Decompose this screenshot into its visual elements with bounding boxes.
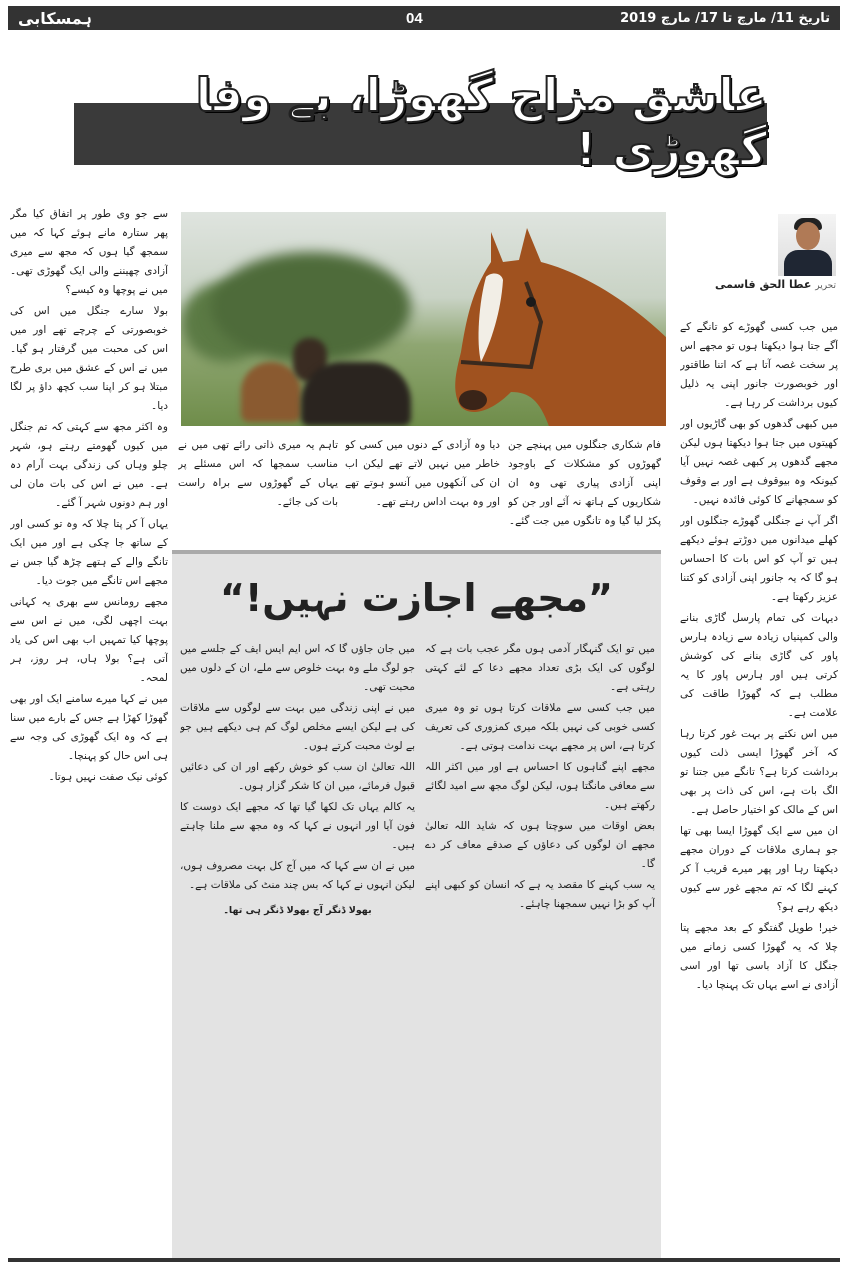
paragraph: مجھے اپنے گناہوں کا احساس ہے اور میں اکثر اللہ سے معافی مانگتا ہوں، لیکن لوگ مجھ سے امید لگائے رکھتے ہیں۔ <box>425 761 655 811</box>
horse-muzzle <box>459 390 487 410</box>
paragraph: یہ کالم یہاں تک لکھا گیا تھا کہ مجھے ایک دوست کا فون آیا اور انہوں نے کہا کہ وہ مجھ سے ملنا چاہتے ہیں۔ <box>180 801 415 851</box>
headline: عاشق مزاج گھوڑا، بے وفا گھوڑی ! <box>195 68 767 176</box>
column-far-right <box>680 318 838 1253</box>
paragraph: میں اس نکتے پر بہت غور کرتا رہا کہ آخر گھوڑا ایسی ذلت کیوں برداشت کرتا ہے؟ تانگے میں جتنا تو الگ بات ہے، اس کی ذات پر بھی اس کے مالک کو اختیار حاصل ہے۔ <box>680 728 838 816</box>
sub-article-heading: ”مجھے اجازت نہیں!“ <box>220 576 613 620</box>
page-bottom-rule <box>8 1258 840 1262</box>
column-left <box>10 205 168 1253</box>
paragraph: اللہ تعالیٰ ان سب کو خوش رکھے اور ان کی دعائیں قبول فرمائے، میں ان کا شکر گزار ہوں۔ <box>180 761 415 792</box>
paragraph: یہاں آ کر پتا چلا کہ وہ تو کسی اور کے ساتھ جا چکی ہے اور میں ایک تانگے والے کے ہتھے چڑھ گیا جس نے مجھے اس تانگے میں جوت دیا۔ <box>10 518 168 587</box>
column-mid-top-2 <box>345 436 500 548</box>
paragraph: میں کبھی گدھوں کو بھی گاڑیوں اور کھیتوں میں جتا ہوا دیکھتا ہوں لیکن مجھے گدھوں پر کبھی غصہ نہیں آیا کیونکہ وہ بیوقوف ہے اور بے وقوف کو سمجھانے کا کوئی فائدہ نہیں۔ <box>680 418 838 506</box>
paragraph: میں نے ان سے کہا کہ میں آج کل بہت مصروف ہوں، لیکن انہوں نے کہا کہ بس چند منٹ کی ملاقات ہے۔ <box>180 860 415 891</box>
column-mid-top-3 <box>178 436 338 548</box>
author-photo <box>778 214 836 276</box>
horse-eye <box>526 297 536 307</box>
author-name: عطا الحق قاسمی <box>714 278 812 291</box>
paragraph: میں نے کہا میرے سامنے ایک اور بھی گھوڑا کھڑا ہے جس کے بارے میں سنا ہے کہ وہ ایک گھوڑی کی وجہ سے ہی اس حال کو پہنچا۔ <box>10 693 168 762</box>
author-byline <box>696 278 836 291</box>
author-face <box>796 222 820 250</box>
column-sub-left <box>180 640 415 1252</box>
horse-photo <box>181 212 666 426</box>
column-sub-right <box>425 640 655 1252</box>
paragraph: تاہم یہ میری ذاتی رائے تھی میں نے مناسب سمجھا کہ اس مسئلے پر یہاں کے گھوڑوں سے براہ راست بات کی جائے۔ <box>178 439 338 508</box>
photo-horse-background-dark <box>301 362 411 426</box>
paragraph: میں نے اپنی زندگی میں بہت سے لوگوں سے ملاقات کی ہے لیکن ایسے مخلص لوگ کم ہی دیکھے ہیں جو بے لوث محبت کرتے ہوں۔ <box>180 702 415 752</box>
paragraph: مجھے رومانس سے بھری یہ کہانی بہت اچھی لگی، میں نے اس سے پوچھا کیا تمہیں اب بھی اس کی یاد آتی ہے؟ بولا ہاں، ہر روز، ہر لمحہ۔ <box>10 596 168 684</box>
paragraph: بولا سارے جنگل میں اس کی خوبصورتی کے چرچے تھے اور میں اس کی محبت میں گرفتار ہو گیا۔ میں نے اس کے عشق میں بری طرح مبتلا ہو کر اپنا سب کچھ داؤ پر لگا دیا۔ <box>10 305 168 412</box>
paragraph: دیا وہ آزادی کے دنوں میں کسی کو خاطر میں نہیں لاتے تھے لیکن اب ان کی آنکھوں میں آنسو ہوتے تھے اور وہ بہت اداس رہتے تھے۔ <box>345 439 500 508</box>
paragraph: میں جب کسی سے ملاقات کرتا ہوں تو وہ میری کسی خوبی کی نہیں بلکہ میری کمزوری کی تعریف کرتا ہے، اس پر مجھے بہت ندامت ہوتی ہے۔ <box>425 702 655 752</box>
paragraph: بعض اوقات میں سوچتا ہوں کہ شاید اللہ تعالیٰ مجھے ان لوگوں کی دعاؤں کے صدقے معاف کر دے گا۔ <box>425 820 655 870</box>
issue-date: تاریخ 11/ مارچ تا 17/ مارچ 2019 <box>620 10 830 26</box>
paragraph: وہ اکثر مجھ سے کہتی کہ تم جنگل میں کیوں گھومتے رہتے ہو، شہر چلو وہاں کی زندگی بہت آرام دہ ہے۔ میں نے اس کی بات مان لی اور ہم دونوں شہر آ گئے۔ <box>10 421 168 509</box>
paragraph: میں جب کسی گھوڑے کو تانگے کے آگے جتا ہوا دیکھتا ہوں تو مجھے اس پر سخت غصہ آتا ہے کہ اتنا طاقتور اور خوبصورت جانور اپنی یہ ذلیل کیوں برداشت کر رہا ہے۔ <box>680 321 838 409</box>
page-number: 04 <box>406 10 423 27</box>
column-mid-top-1 <box>508 436 661 548</box>
paragraph: اگر آپ نے جنگلی گھوڑے جنگلوں اور کھلے میدانوں میں دوڑتے ہوئے دیکھے ہیں تو آپ کو اس بات کا احساس ہو گا کہ یہ جانور اپنی آزادی کو کتنا عزیز رکھتا ہے۔ <box>680 515 838 603</box>
paragraph: ان میں سے ایک گھوڑا ایسا بھی تھا جو ہماری ملاقات کے دوران مجھے دیکھتا رہا اور پھر میرے قریب آ کر کہنے لگا کہ تم مجھے غور سے کیوں دیکھ رہے ہو؟ <box>680 825 838 913</box>
paragraph: دیہات کی تمام پارسل گاڑی بنانے والی کمپنیاں زیادہ سے زیادہ ہارس پاور کی گاڑی بنانے کی کوشش کرتی ہیں اور ہارس پاور کا یہ مطلب ہے کہ گھوڑا طاقت کی علامت ہے۔ <box>680 612 838 719</box>
paragraph: خیر! طویل گفتگو کے بعد مجھے پتا چلا کہ یہ گھوڑا کسی زمانے میں جنگل کا آزاد باسی تھا اور اسی آزادی نے اسے یہاں تک پہنچا دیا۔ <box>680 922 838 991</box>
paragraph: میں جان جاؤں گا کہ اس ایم ایس ایف کے جلسے میں جو لوگ ملے وہ بہت خلوص سے ملے، ان کے دلوں میں محبت تھی۔ <box>180 643 415 693</box>
photo-horse-background-brown <box>241 362 301 422</box>
paragraph: سے جو وی طور پر اتفاق کیا مگر پھر ستارہ مانے ہوئے کہا کہ میں سمجھ گیا ہوں کہ مجھ سے میری آزادی چھیننے والی ایک گھوڑی تھی۔ میں نے پوچھا وہ کیسے؟ <box>10 208 168 296</box>
horse-head-illustration <box>431 222 666 426</box>
newspaper-brand: ہمسکابی <box>18 8 92 28</box>
byline-prefix: تحریر <box>815 281 836 291</box>
paragraph: فام شکاری جنگلوں میں پہنچے جن گھوڑوں کو مشکلات کے باوجود اپنی آزادی پیاری تھی وہ ان شکاریوں کے ہاتھ نہ آئے اور جن کو پکڑ لیا گیا وہ تانگوں میں جت گئے۔ <box>508 439 661 527</box>
paragraph: یہ سب کہنے کا مقصد یہ ہے کہ انسان کو کبھی اپنے آپ کو بڑا نہیں سمجھنا چاہئے۔ <box>425 879 655 910</box>
sub-article-signoff: بھولا ڈنگر آج بھولا ڈنگر ہی تھا۔ <box>223 905 372 916</box>
paragraph: کوئی نیک صفت نہیں ہوتا۔ <box>48 771 168 783</box>
author-body <box>784 250 832 276</box>
page-header-bar <box>8 6 840 30</box>
paragraph: میں تو ایک گنہگار آدمی ہوں مگر عجب بات ہے کہ لوگوں کی ایک بڑی تعداد مجھے دعا کے لئے کہتی رہتی ہے۔ <box>425 643 655 693</box>
